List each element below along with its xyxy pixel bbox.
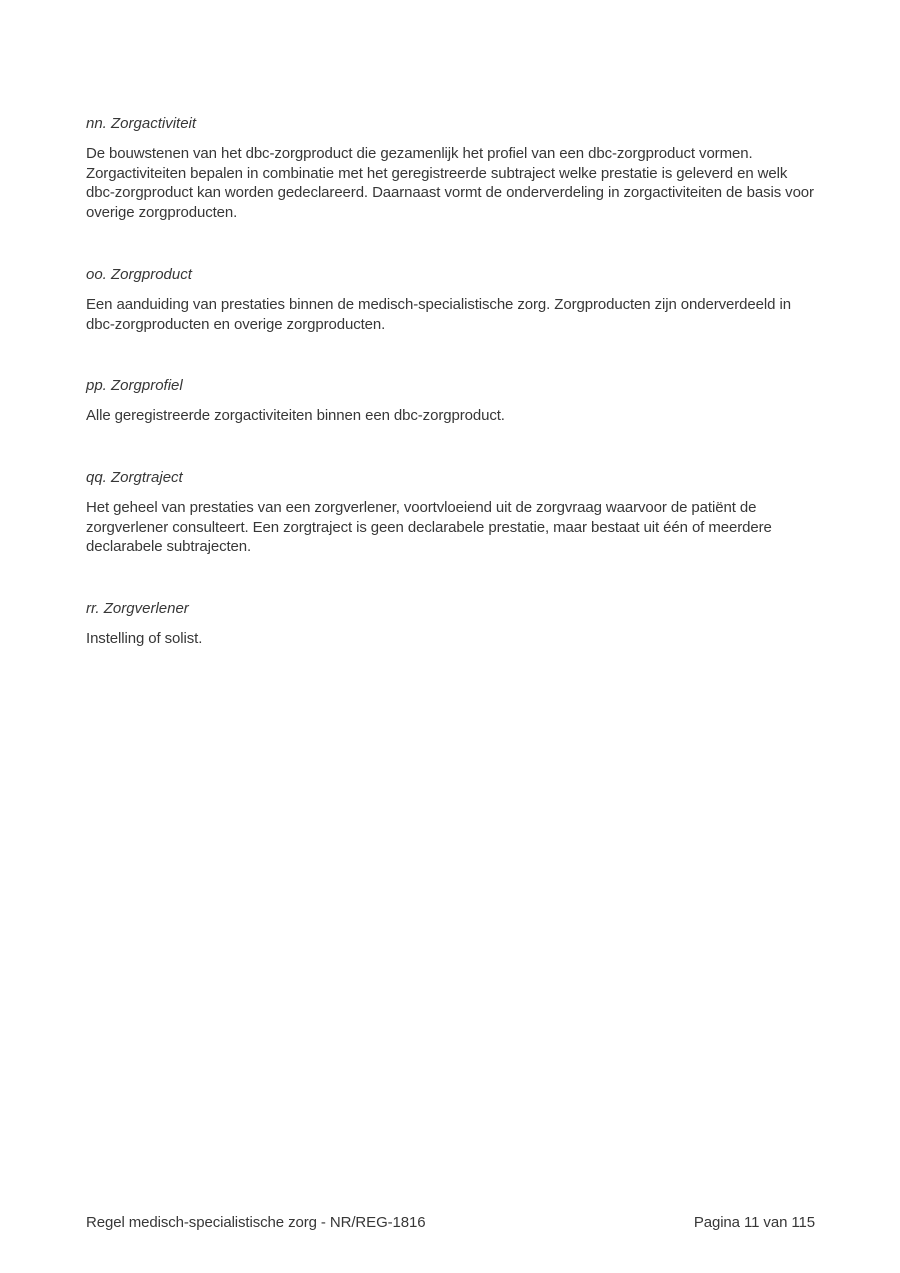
definition-heading: qq. Zorgtraject — [86, 468, 183, 486]
page-footer — [86, 1213, 815, 1232]
definition-section-zorgverlener — [86, 599, 818, 649]
definition-section-zorgtraject — [86, 468, 818, 557]
definition-body: De bouwstenen van het dbc-zorgproduct die gezamenlijk het profiel van een dbc-zorgproduct vormen. Zorgactiviteiten bepalen in combinatie met het geregistreerde subtraject welke prestatie is geleverd en welk dbc-zorgproduct kan worden gedeclareerd. Daarnaast vormt de onderverdeling in zorgactiviteiten de basis voor overige zorgproducten. — [86, 145, 814, 222]
definition-section-zorgproduct — [86, 265, 818, 334]
definition-heading: rr. Zorgverlener — [86, 600, 189, 618]
definition-section-zorgprofiel — [86, 376, 818, 426]
definition-body: Het geheel van prestaties van een zorgverlener, voortvloeiend uit de zorgvraag waarvoor de patiënt de zorgverlener consulteert. Een zorgtraject is geen declarabele prestatie, maar bestaat uit één of meerdere declarabele subtrajecten. — [86, 498, 772, 556]
footer-document-title: Regel medisch-specialistische zorg - NR/REG-1816 — [86, 1214, 426, 1231]
definition-heading: oo. Zorgproduct — [86, 265, 192, 283]
definition-heading: pp. Zorgprofiel — [86, 377, 183, 395]
footer-page-number: Pagina 11 van 115 — [693, 1214, 815, 1231]
definition-body: Instelling of solist. — [86, 630, 203, 648]
definition-body: Alle geregistreerde zorgactiviteiten binnen een dbc-zorgproduct. — [86, 407, 505, 425]
definition-heading: nn. Zorgactiviteit — [86, 115, 197, 132]
definition-section-zorgactiviteit — [86, 114, 818, 223]
definitions-list — [86, 114, 818, 691]
definition-body: Een aanduiding van prestaties binnen de medisch-specialistische zorg. Zorgproducten zijn onderverdeeld in dbc-zorgproducten en overige zorgproducten. — [86, 295, 791, 333]
